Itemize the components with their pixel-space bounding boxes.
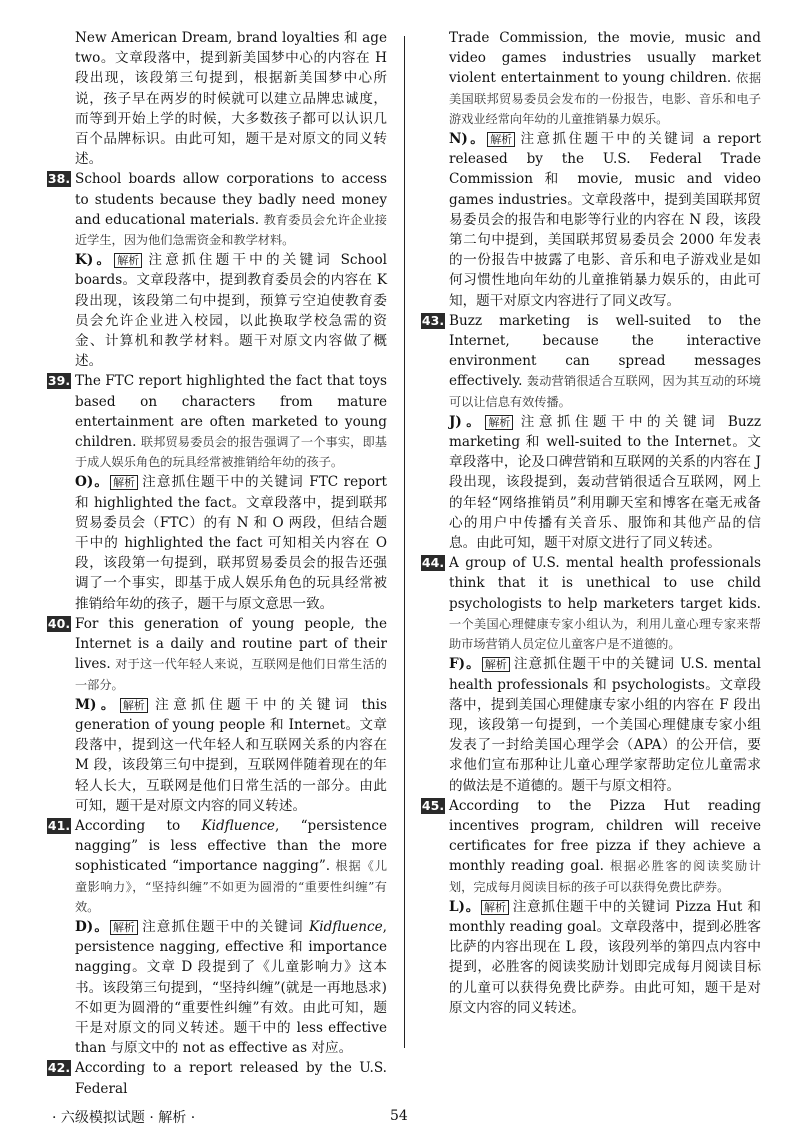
question-number-38: 38.: [47, 171, 71, 187]
column-divider: [404, 36, 405, 1048]
explanation-text: 注意抓住题干中的关键词 FTC report 和 highlighted the fact。文章段落中，提到联邦贸易委员会（FTC）的有 N 和 O 两段，但结合题干中的 highlighted the fact 可知相关内容在 O 段，该段第一句提到，联邦贸易委员会的报告还强调了一个事实，即基于成人娱乐角色的玩具经常被推销给年幼的孩子，题干与原文意思一致。: [75, 474, 387, 612]
question-41: [47, 816, 387, 917]
question-38: [47, 169, 387, 250]
answer-letter: J)。: [449, 413, 485, 430]
question-translation: 轰动营销很适合互联网，因为其互动的环境可以让信息有效传播。: [449, 374, 761, 409]
explanation-text: 注意抓住题干中的关键词 a report released by the U.S. Federal Trade Commission 和 movie, music and video games industries。文章段落中，提到美国联邦贸易委员会的报告和电影等行业的内容在 N 段，该段第二句中提到，美国联邦贸易委员会 2000 年发表的一份报告中披露了电影、音乐和电子游戏业是如何习惯性地向年幼的儿童推销暴力娱乐的，由此可知，题干对原文内容进行了同义改写。: [449, 131, 761, 309]
answer-letter: M)。: [75, 696, 119, 713]
page-number: 54: [390, 1108, 408, 1124]
question-number-43: 43.: [421, 312, 445, 328]
question-45: [421, 796, 761, 897]
right-column: [421, 28, 761, 1018]
left-column: [47, 28, 387, 1099]
question-translation: 一个美国心理健康专家小组认为，利用儿童心理专家来帮助市场营销人员定位儿童客户是不道德的。: [449, 616, 761, 652]
analysis-tag: 解析: [110, 475, 138, 490]
question-text: The FTC report highlighted the fact that toys based on characters from mature entertainment are often marketed to young children.: [75, 373, 387, 451]
answer-45: [421, 897, 761, 1018]
question-translation: 联邦贸易委员会的报告强调了一个事实，即基于成人娱乐角色的玩具经常被推销给年幼的孩子。: [75, 435, 387, 470]
explanation-text: 注意抓住题干中的关键词 Buzz marketing 和 well-suited to the Internet。文章段落中，论及口碑营销和互联网的关系的内容在 J 段出现，该段提到，轰动营销很适合互联网，网上的年轻“网络推销员”利用聊天室和博客在毫无戒备心的用户中传播有关音乐、服饰和其他产品的信息。由此可知，题干对原文进行了同义转述。: [449, 413, 761, 552]
intro-paragraph: New American Dream, brand loyalties 和 age two。文章段落中，提到新美国梦中心的内容在 H 段出现，该段第三句提到，根据新美国梦中心所说，孩子早在两岁的时候就可以建立品牌忠诚度，而等到开始上学的时候，大多数孩子都可以认识几百个品牌标识。由此可知，题干是对原文的同义转述。: [75, 30, 387, 168]
answer-38: [47, 250, 387, 371]
question-text-pre: According to: [75, 817, 202, 834]
answer-40: [47, 695, 387, 816]
explanation-text: 注意抓住题干中的关键词 School boards。文章段落中，提到教育委员会的内容在 K 段出现，该段第二句中提到，预算亏空迫使教育委员会允许企业进入校园，以此换取学校急需的资金、计算机和教学材料。题干对原文内容做了概述。: [75, 252, 388, 370]
analysis-tag: 解析: [110, 920, 138, 935]
question-number-45: 45.: [421, 797, 445, 813]
book-title: Kidfluence: [309, 918, 383, 935]
answer-43: [421, 412, 761, 553]
answer-42: [421, 129, 761, 311]
answer-letter: K)。: [75, 252, 114, 269]
question-40: [47, 614, 387, 695]
question-number-39: 39.: [47, 373, 71, 389]
explanation-text: 注意抓住题干中的关键词 this generation of young people 和 Internet。文章段落中，提到这一代年轻人和互联网关系的内容在 M 段，该段第三句中提到，互联网伴随着现在的年轻人长大，互联网是他们日常生活的一部分。由此可知，题干是对原文内容的同义转述。: [75, 696, 387, 814]
question-number-41: 41.: [47, 817, 71, 833]
question-text: School boards allow corporations to access to students because they badly need money and educational materials.: [75, 171, 387, 228]
question-translation: 教育委员会允许企业接近学生，因为他们急需资金和教学材料。: [75, 212, 387, 248]
question-translation: 根据《儿童影响力》，“坚持纠缠”不如更为圆滑的“重要性纠缠”有效。: [75, 859, 388, 914]
question-number-42: 42.: [47, 1060, 71, 1076]
question-text: Trade Commission, the movie, music and video games industries usually market violent entertainment to young children.: [449, 30, 761, 87]
answer-letter: O)。: [75, 474, 110, 491]
analysis-tag: 解析: [487, 132, 515, 147]
question-text: Buzz marketing is well-suited to the Internet, because the interactive environment can spread messages effectively.: [449, 312, 761, 390]
question-text: According to a report released by the U.S. Federal: [75, 1060, 387, 1097]
answer-letter: D)。: [75, 918, 110, 935]
question-42: [47, 1058, 387, 1098]
analysis-tag: 解析: [120, 698, 148, 713]
question-translation: 根据必胜客的阅读奖励计划，完成每月阅读目标的孩子可以获得免费比萨券。: [449, 859, 762, 894]
explanation-text-pre: 注意抓住题干中的关键词: [141, 918, 310, 935]
analysis-tag: 解析: [114, 253, 142, 268]
explanation-text-post: , persistence nagging, effective 和 importance nagging。文章 D 段提到了《儿童影响力》这本书。该段第三句提到，“坚持纠缠”(就是一再地恳求)不如更为圆滑的“重要性纠缠”有效。由此可知，题干是对原文的同义转述。题干中的 less effective than 与原文中的 not as effective as 对应。: [75, 918, 387, 1057]
book-title: Kidfluence: [201, 817, 275, 834]
question-43: [421, 311, 761, 412]
question-text-post: , “persistence nagging” is less effective than the more sophisticated “importance nagging”.: [75, 817, 387, 875]
question-39: [47, 371, 387, 472]
explanation-text: 注意抓住题干中的关键词 Pizza Hut 和 monthly reading goal。文章段落中，提到必胜客比萨的内容出现在 L 段，该段列举的第四点内容中提到，必胜客的阅读奖励计划即完成每月阅读目标的儿童可以获得免费比萨券。由此可知，题干是对原文内容的同义转述。: [449, 898, 761, 1016]
explanation-text: 注意抓住题干中的关键词 U.S. mental health professionals 和 psychologists。文章段落中，提到美国心理健康专家小组的内容在 F 段出现，该段第一句提到，一个美国心理健康专家小组发表了一封给美国心理学会（APA）的公开信，要求他们宣布那种让儿童心理学家帮助定位儿童需求的做法是不道德的。题干与原文相符。: [449, 656, 761, 794]
answer-41: [47, 917, 387, 1058]
answer-39: [47, 472, 387, 613]
question-translation: 对于这一代年轻人来说，互联网是他们日常生活的一部分。: [75, 657, 387, 692]
answer-letter: L)。: [449, 898, 481, 915]
question-number-44: 44.: [421, 555, 445, 571]
question-44: [421, 553, 761, 654]
answer-44: [421, 654, 761, 795]
question-text: According to the Pizza Hut reading incentives program, children will receive certificates for free pizza if they achieve a monthly reading goal.: [449, 797, 761, 875]
analysis-tag: 解析: [482, 657, 510, 672]
footer-label: · 六级模拟试题 · 解析 ·: [52, 1110, 196, 1126]
question-number-40: 40.: [47, 615, 71, 631]
analysis-tag: 解析: [485, 415, 513, 430]
answer-letter: N)。: [449, 131, 487, 148]
analysis-tag: 解析: [481, 900, 509, 915]
question-text: For this generation of young people, the Internet is a daily and routine part of their lives.: [75, 615, 387, 673]
question-42-continued: [421, 28, 761, 129]
question-text: A group of U.S. mental health professionals think that it is unethical to use child psychologists to help marketers target kids.: [449, 555, 761, 612]
question-translation: 依据美国联邦贸易委员会发布的一份报告，电影、音乐和电子游戏业经常向年幼的儿童推销暴力娱乐。: [449, 71, 762, 126]
answer-letter: F)。: [449, 656, 481, 673]
